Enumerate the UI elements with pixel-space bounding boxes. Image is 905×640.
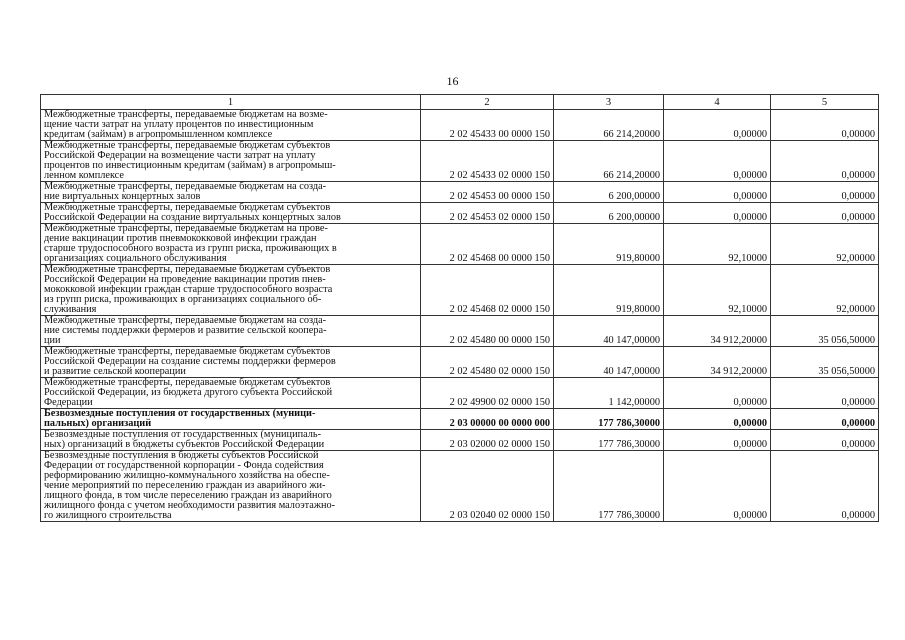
table-row [41, 316, 879, 347]
column-header-2: 2 [421, 95, 554, 110]
column-header-3: 3 [554, 95, 664, 110]
amount-column-5: 92,00000 [771, 265, 879, 316]
budget-classification-code: 2 02 45453 02 0000 150 [421, 203, 554, 224]
amount-column-5: 0,00000 [771, 378, 879, 409]
amount-column-4: 34 912,20000 [664, 316, 771, 347]
column-header-4: 4 [664, 95, 771, 110]
table-row [41, 224, 879, 265]
amount-column-5: 0,00000 [771, 182, 879, 203]
page-number: 16 [446, 74, 459, 88]
budget-classification-code: 2 02 45468 00 0000 150 [421, 224, 554, 265]
amount-column-4: 0,00000 [664, 110, 771, 141]
table-row [41, 430, 879, 451]
budget-classification-code: 2 02 45468 02 0000 150 [421, 265, 554, 316]
budget-classification-code: 2 03 02000 02 0000 150 [421, 430, 554, 451]
amount-column-5: 35 056,50000 [771, 316, 879, 347]
row-description: Межбюджетные трансферты, передаваемые бюджетам субъектов Российской Федерации на создание виртуальных концертных залов [41, 203, 421, 224]
row-description: Межбюджетные трансферты, передаваемые бюджетам субъектов Российской Федерации на возмещение части затрат на уплату процентов по инвестиционным кредитам (займам) в агропромыш- ленном комплексе [41, 141, 421, 182]
budget-classification-code: 2 03 00000 00 0000 000 [421, 409, 554, 430]
amount-column-5: 0,00000 [771, 141, 879, 182]
table-row [41, 347, 879, 378]
row-description: Межбюджетные трансферты, передаваемые бюджетам на прове- дение вакцинации против пневмококковой инфекции граждан старше трудоспособного возраста из групп риска, проживающих в организациях социального обслуживания [41, 224, 421, 265]
amount-column-5: 0,00000 [771, 203, 879, 224]
table-row [41, 451, 879, 522]
amount-column-4: 0,00000 [664, 182, 771, 203]
amount-column-3: 919,80000 [554, 224, 664, 265]
table-row [41, 203, 879, 224]
amount-column-4: 0,00000 [664, 141, 771, 182]
amount-column-3: 6 200,00000 [554, 203, 664, 224]
column-header-1: 1 [41, 95, 421, 110]
budget-classification-code: 2 02 45453 00 0000 150 [421, 182, 554, 203]
row-description: Межбюджетные трансферты, передаваемые бюджетам субъектов Российской Федерации на проведение вакцинации против пнев- мококковой инфекции граждан старше трудоспособного возраста из групп риска, проживающих в организациях социального об- служивания [41, 265, 421, 316]
row-description: Безвозмездные поступления в бюджеты субъектов Российской Федерации от государственной корпорации - Фонда содействия реформированию жилищно-коммунального хозяйства на обеспе- чение мероприятий по переселению граждан из аварийного жи- лищного фонда, в том числе переселению граждан из аварийного жилищного фонда с учетом необходимости развития малоэтажно- го жилищного строительства [41, 451, 421, 522]
amount-column-3: 66 214,20000 [554, 110, 664, 141]
amount-column-3: 40 147,00000 [554, 347, 664, 378]
amount-column-5: 92,00000 [771, 224, 879, 265]
amount-column-4: 0,00000 [664, 203, 771, 224]
table-row [41, 182, 879, 203]
amount-column-5: 0,00000 [771, 430, 879, 451]
budget-classification-code: 2 02 49900 02 0000 150 [421, 378, 554, 409]
table-body [41, 110, 879, 522]
amount-column-4: 92,10000 [664, 224, 771, 265]
row-description: Межбюджетные трансферты, передаваемые бюджетам на возме- щение части затрат на уплату процентов по инвестиционным кредитам (займам) в агропромышленном комплексе [41, 110, 421, 141]
budget-revenue-table [40, 94, 879, 522]
row-description: Межбюджетные трансферты, передаваемые бюджетам субъектов Российской Федерации, из бюджета другого субъекта Российской Федерации [41, 378, 421, 409]
row-description: Межбюджетные трансферты, передаваемые бюджетам на созда- ние системы поддержки фермеров и развитие сельской коопера- ции [41, 316, 421, 347]
amount-column-5: 0,00000 [771, 451, 879, 522]
row-description: Безвозмездные поступления от государственных (муниципаль- ных) организаций в бюджеты субъектов Российской Федерации [41, 430, 421, 451]
table-row [41, 409, 879, 430]
budget-classification-code: 2 03 02040 02 0000 150 [421, 451, 554, 522]
table-row [41, 378, 879, 409]
budget-classification-code: 2 02 45433 00 0000 150 [421, 110, 554, 141]
amount-column-3: 40 147,00000 [554, 316, 664, 347]
table-row [41, 141, 879, 182]
budget-classification-code: 2 02 45480 00 0000 150 [421, 316, 554, 347]
amount-column-3: 66 214,20000 [554, 141, 664, 182]
amount-column-4: 0,00000 [664, 378, 771, 409]
column-header-5: 5 [771, 95, 879, 110]
table-header-row [41, 95, 879, 110]
amount-column-4: 0,00000 [664, 451, 771, 522]
budget-classification-code: 2 02 45433 02 0000 150 [421, 141, 554, 182]
amount-column-3: 919,80000 [554, 265, 664, 316]
amount-column-4: 92,10000 [664, 265, 771, 316]
amount-column-3: 1 142,00000 [554, 378, 664, 409]
row-description: Безвозмездные поступления от государственных (муници- пальных) организаций [41, 409, 421, 430]
budget-classification-code: 2 02 45480 02 0000 150 [421, 347, 554, 378]
amount-column-3: 6 200,00000 [554, 182, 664, 203]
amount-column-3: 177 786,30000 [554, 409, 664, 430]
amount-column-4: 34 912,20000 [664, 347, 771, 378]
amount-column-4: 0,00000 [664, 430, 771, 451]
amount-column-3: 177 786,30000 [554, 451, 664, 522]
row-description: Межбюджетные трансферты, передаваемые бюджетам субъектов Российской Федерации на создание системы поддержки фермеров и развитие сельской кооперации [41, 347, 421, 378]
table-row [41, 110, 879, 141]
amount-column-5: 0,00000 [771, 110, 879, 141]
row-description: Межбюджетные трансферты, передаваемые бюджетам на созда- ние виртуальных концертных залов [41, 182, 421, 203]
amount-column-3: 177 786,30000 [554, 430, 664, 451]
table-row [41, 265, 879, 316]
amount-column-4: 0,00000 [664, 409, 771, 430]
amount-column-5: 0,00000 [771, 409, 879, 430]
amount-column-5: 35 056,50000 [771, 347, 879, 378]
